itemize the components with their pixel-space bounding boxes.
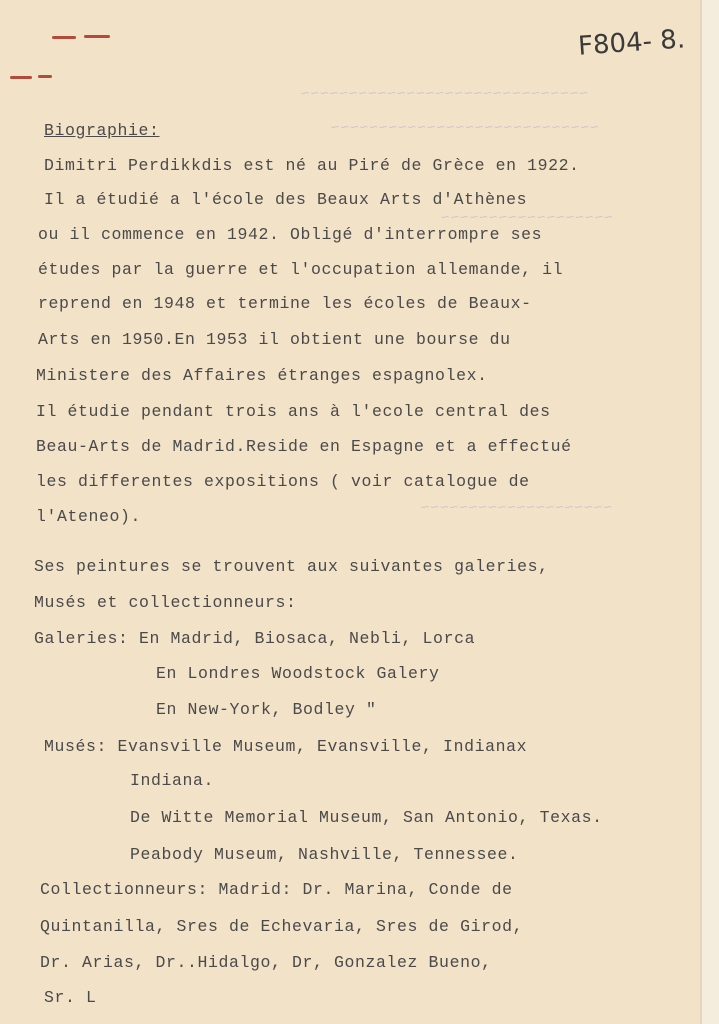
text-line: les differentes expositions ( voir catalogue de	[36, 472, 530, 491]
collectionneurs-line: Quintanilla, Sres de Echevaria, Sres de Girod,	[40, 917, 524, 936]
collectionneurs-line: Collectionneurs: Madrid: Dr. Marina, Conde de	[40, 880, 513, 899]
galeries-line: En New-York, Bodley "	[156, 700, 377, 719]
heading-biographie: Biographie:	[44, 121, 160, 140]
text-line: reprend en 1948 et termine les écoles de Beaux-	[38, 294, 532, 313]
muses-line: Musés: Evansville Museum, Evansville, Indianax	[44, 737, 528, 756]
text-line: l'Ateneo).	[36, 507, 142, 526]
galeries-line: Galeries: En Madrid, Biosaca, Nebli, Lorca	[34, 629, 476, 648]
text-line: Arts en 1950.En 1953 il obtient une bourse du	[38, 330, 511, 349]
muses-line: Peabody Museum, Nashville, Tennessee.	[130, 845, 519, 864]
text-line: Ministere des Affaires étranges espagnolex.	[36, 366, 488, 385]
collectionneurs-line: Dr. Arias, Dr..Hidalgo, Dr, Gonzalez Bueno,	[40, 953, 492, 972]
text-line: Beau-Arts de Madrid.Reside en Espagne et a effectué	[36, 437, 572, 456]
bleed-through-decoration: ~~~~~~~~~~~~~~~~~~~~~~~~~~~~	[330, 120, 599, 137]
red-pencil-mark	[38, 75, 52, 78]
bleed-through-decoration: ~~~~~~~~~~~~~~~~~~	[440, 210, 613, 227]
text-line: Il a étudié a l'école des Beaux Arts d'Athènes	[44, 190, 528, 209]
muses-line: De Witte Memorial Museum, San Antonio, Texas.	[130, 808, 603, 827]
red-pencil-mark	[84, 35, 110, 38]
text-line: Ses peintures se trouvent aux suivantes galeries,	[34, 557, 549, 576]
text-line: Dimitri Perdikkdis est né au Piré de Grèce en 1922.	[44, 156, 580, 175]
text-line: Il étudie pendant trois ans à l'ecole central des	[36, 402, 551, 421]
archive-reference: F804- 8.	[577, 24, 686, 62]
bleed-through-decoration: ~~~~~~~~~~~~~~~~~~~~~~~~~~~~~~	[300, 86, 589, 103]
muses-line: Indiana.	[130, 771, 215, 790]
red-pencil-mark	[52, 36, 76, 39]
bleed-through-decoration: ~~~~~~~~~~~~~~~~~~~~	[420, 500, 613, 517]
galeries-line: En Londres Woodstock Galery	[156, 664, 440, 683]
text-line: Musés et collectionneurs:	[34, 593, 297, 612]
text-line: ou il commence en 1942. Obligé d'interrompre ses	[38, 225, 543, 244]
red-pencil-mark	[10, 76, 32, 79]
text-line: études par la guerre et l'occupation allemande, il	[38, 260, 564, 279]
collectionneurs-line: Sr. L	[44, 988, 97, 1007]
